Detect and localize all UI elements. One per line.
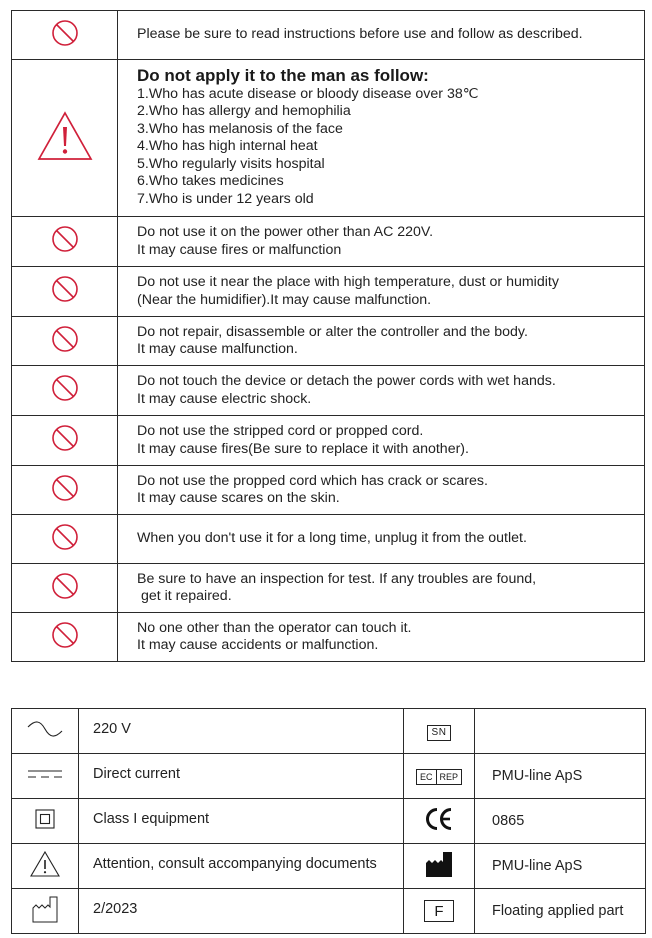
- prohibition-icon: [51, 275, 79, 303]
- warning-text: Do not use it near the place with high temperature, dust or humidity: [137, 274, 559, 290]
- warning-text: Do not use the stripped cord or propped cord.: [137, 423, 424, 439]
- warning-consequence: (Near the humidifier).It may cause malfunction.: [137, 291, 432, 308]
- prohibition-icon: [51, 523, 79, 551]
- symbol-value: [475, 709, 646, 754]
- contraindication-item: 3.Who has melanosis of the face: [137, 120, 343, 137]
- floating-applied-part-icon: F: [424, 900, 454, 922]
- warning-row: [12, 416, 645, 466]
- manufacturer-icon: [424, 849, 454, 879]
- warning-row: [12, 564, 645, 613]
- warning-row: [12, 11, 645, 60]
- symbol-row: [12, 799, 646, 844]
- safety-warnings-table: [11, 10, 645, 662]
- warning-text: Do not use it on the power other than AC 220V.: [137, 224, 434, 240]
- warning-text: Please be sure to read instructions before use and follow as described.: [137, 26, 583, 43]
- symbol-value: PMU-line ApS: [475, 754, 646, 799]
- prohibition-icon: [51, 225, 79, 253]
- serial-number-icon: SN: [427, 725, 452, 741]
- warning-text: No one other than the operator can touch it.: [137, 619, 412, 636]
- symbol-row: [12, 754, 646, 799]
- symbol-meaning: Class I equipment: [79, 799, 404, 844]
- symbol-row: [12, 844, 646, 889]
- symbol-row: [12, 889, 646, 934]
- ce-mark-icon: [424, 807, 454, 831]
- prohibition-icon: [51, 621, 79, 649]
- symbol-row: [12, 709, 646, 754]
- symbol-meaning: 220 V: [79, 709, 404, 754]
- warning-row: [12, 515, 645, 564]
- warning-text: Do not repair, disassemble or alter the controller and the body.: [137, 323, 528, 340]
- ec-rep-icon: EC REP: [416, 769, 462, 785]
- warning-consequence: It may cause malfunction.: [137, 341, 298, 357]
- symbol-value: 0865: [475, 799, 646, 844]
- warning-text: Be sure to have an inspection for test. If any troubles are found,: [137, 570, 537, 587]
- warning-consequence: It may cause scares on the skin.: [137, 490, 340, 506]
- warning-row: [12, 60, 645, 217]
- prohibition-icon: [51, 325, 79, 353]
- prohibition-icon: [51, 474, 79, 502]
- warning-consequence: It may cause fires(Be sure to replace it with another).: [137, 440, 469, 457]
- symbol-meaning: Attention, consult accompanying documents: [79, 844, 404, 889]
- warning-consequence: It may cause accidents or malfunction.: [137, 637, 379, 653]
- symbol-meaning: 2/2023: [79, 889, 404, 934]
- prohibition-icon: [51, 19, 79, 47]
- contraindication-item: 4.Who has high internal heat: [137, 138, 318, 155]
- contraindication-item: 7.Who is under 12 years old: [137, 190, 314, 207]
- contraindication-item: 2.Who has allergy and hemophilia: [137, 103, 351, 120]
- class-equipment-icon: [35, 809, 55, 829]
- warning-consequence: It may cause fires or malfunction: [137, 241, 342, 258]
- alternating-current-icon: [25, 721, 65, 737]
- warning-triangle-icon: [36, 110, 94, 162]
- warning-consequence: get it repaired.: [137, 588, 232, 604]
- manufacture-date-icon: [30, 894, 60, 924]
- symbol-meaning: Direct current: [79, 754, 404, 799]
- prohibition-icon: [51, 572, 79, 600]
- warning-text: When you don't use it for a long time, unplug it from the outlet.: [137, 530, 527, 547]
- warning-text: Do not use the propped cord which has crack or scares.: [137, 472, 488, 489]
- prohibition-icon: [51, 374, 79, 402]
- contraindication-item: 1.Who has acute disease or bloody disease over 38℃: [137, 85, 479, 102]
- warning-row: [12, 267, 645, 317]
- warning-consequence: It may cause electric shock.: [137, 390, 312, 407]
- symbol-value: PMU-line ApS: [475, 844, 646, 889]
- warning-row: [12, 217, 645, 267]
- attention-triangle-icon: [29, 850, 61, 878]
- direct-current-icon: [25, 768, 65, 780]
- prohibition-icon: [51, 424, 79, 452]
- warning-row: [12, 466, 645, 515]
- symbol-value: Floating applied part: [475, 889, 646, 934]
- warning-text: Do not touch the device or detach the power cords with wet hands.: [137, 373, 556, 389]
- contraindications-heading: Do not apply it to the man as follow:: [137, 65, 429, 85]
- warning-row: [12, 613, 645, 662]
- warning-row: [12, 366, 645, 416]
- contraindication-item: 6.Who takes medicines: [137, 173, 284, 190]
- warning-row: [12, 317, 645, 366]
- symbols-legend-table: [11, 708, 646, 934]
- contraindication-item: 5.Who regularly visits hospital: [137, 155, 325, 172]
